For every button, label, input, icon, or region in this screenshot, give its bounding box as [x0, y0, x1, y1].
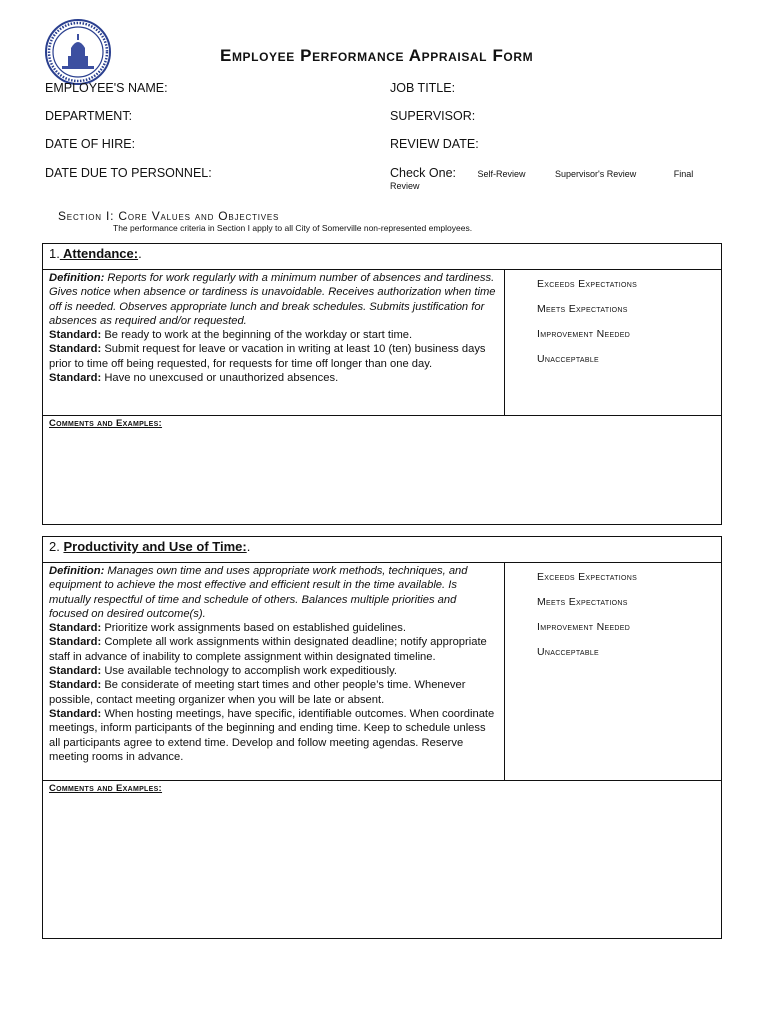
item-definition	[43, 270, 505, 415]
definition-text: Reports for work regularly with a minimum number of absences and tardiness. Gives notice when absence or tardiness is unavoidable. Receives authorization when time off is needed. Observes appropriate lunch and break schedules. Submits justification for absences as required and/or requested.	[49, 272, 496, 327]
standard-label: Standard:	[49, 343, 102, 356]
section-heading: Section I: Core Values and Objectives	[58, 209, 280, 223]
option-supervisor-review[interactable]: Supervisor's Review	[555, 169, 637, 179]
definition-label: Definition:	[49, 272, 105, 284]
item-suffix: .	[246, 539, 251, 554]
standard-label: Standard:	[49, 665, 102, 678]
rating-unacceptable[interactable]: Unacceptable	[537, 646, 600, 658]
standard-text: Submit request for leave or vacation in writing at least 10 (ten) business days prior to time off being requested, for requests for time off longer than one day.	[49, 343, 486, 370]
option-self-review[interactable]: Self-Review	[477, 169, 526, 179]
rating-unacceptable[interactable]: Unacceptable	[537, 353, 600, 365]
form-title: Employee Performance Appraisal Form	[220, 46, 534, 65]
standard-label: Standard:	[49, 372, 102, 385]
standard-label: Standard:	[49, 636, 102, 649]
rating-options	[505, 563, 637, 780]
rating-improvement[interactable]: Improvement Needed	[537, 328, 631, 340]
city-seal-icon	[44, 18, 112, 86]
item-criteria-row	[43, 563, 721, 781]
standard-text: Prioritize work assignments based on established guidelines.	[101, 622, 406, 635]
standard-label: Standard:	[49, 622, 102, 635]
standard-text: Be considerate of meeting start times and other people’s time. Whenever possible, contact meeting organizer when you will be late or absent.	[49, 679, 466, 706]
rating-meets[interactable]: Meets Expectations	[537, 303, 628, 315]
definition-label: Definition:	[49, 565, 105, 577]
standard-text: Be ready to work at the beginning of the workday or start time.	[101, 329, 413, 342]
item-title	[43, 244, 721, 270]
standard-text: Complete all work assignments within designated deadline; notify appropriate staff in advance of inability to complete assignment within designated timeline.	[49, 636, 487, 663]
item-suffix: .	[138, 246, 142, 261]
supervisor-label: SUPERVISOR:	[390, 109, 476, 123]
employee-name-label: EMPLOYEE'S NAME:	[45, 81, 168, 95]
comments-area[interactable]	[43, 781, 721, 936]
standard-text: Use available technology to accomplish work expeditiously.	[101, 665, 398, 678]
job-title-label: JOB TITLE:	[390, 81, 456, 95]
rating-exceeds[interactable]: Exceeds Expectations	[537, 278, 638, 290]
definition-text: Manages own time and uses appropriate work methods, techniques, and equipment to achieve the most effective and efficient result in the time available. Is mutually respectful of time and schedule of others. Balances multiple priorities and focused on desired outcome(s).	[49, 565, 468, 620]
comments-area[interactable]	[43, 416, 721, 524]
standard-label: Standard:	[49, 707, 102, 720]
item-title	[43, 537, 721, 563]
item-number: 1.	[49, 246, 60, 261]
appraisal-item-attendance	[42, 243, 722, 525]
standard-label: Standard:	[49, 679, 102, 692]
item-number: 2.	[49, 539, 60, 554]
date-of-hire-label: DATE OF HIRE:	[45, 137, 136, 151]
check-one-row	[390, 166, 693, 180]
rating-improvement[interactable]: Improvement Needed	[537, 621, 631, 633]
standard-text: When hosting meetings, have specific, identifiable outcomes. When coordinate meetings, inform participants of the beginning and ending time. Keep to schedule unless all participants agree to extend time. Develop and follow meeting agendas. Reserve meeting rooms in advance.	[49, 707, 495, 763]
department-label: DEPARTMENT:	[45, 109, 133, 123]
standard-label: Standard:	[49, 329, 102, 342]
item-definition	[43, 563, 505, 780]
option-final-review[interactable]: Final	[673, 169, 694, 179]
item-name: Attendance:	[59, 246, 139, 261]
rating-exceeds[interactable]: Exceeds Expectations	[537, 571, 638, 583]
appraisal-item-productivity	[42, 536, 722, 939]
rating-options	[505, 270, 637, 415]
review-date-label: REVIEW DATE:	[390, 137, 479, 151]
standard-text: Have no unexcused or unauthorized absences.	[101, 372, 339, 385]
comments-label: Comments and Examples:	[49, 783, 163, 794]
item-criteria-row	[43, 270, 721, 416]
rating-meets[interactable]: Meets Expectations	[537, 596, 628, 608]
option-final-review-wrap[interactable]: Review	[390, 181, 420, 191]
check-one-label: Check One:	[390, 166, 457, 180]
section-note: The performance criteria in Section I apply to all City of Somerville non-represented employees.	[113, 223, 473, 233]
item-name: Productivity and Use of Time:	[63, 539, 247, 554]
date-due-label: DATE DUE TO PERSONNEL:	[45, 166, 212, 180]
comments-label: Comments and Examples:	[49, 418, 163, 429]
